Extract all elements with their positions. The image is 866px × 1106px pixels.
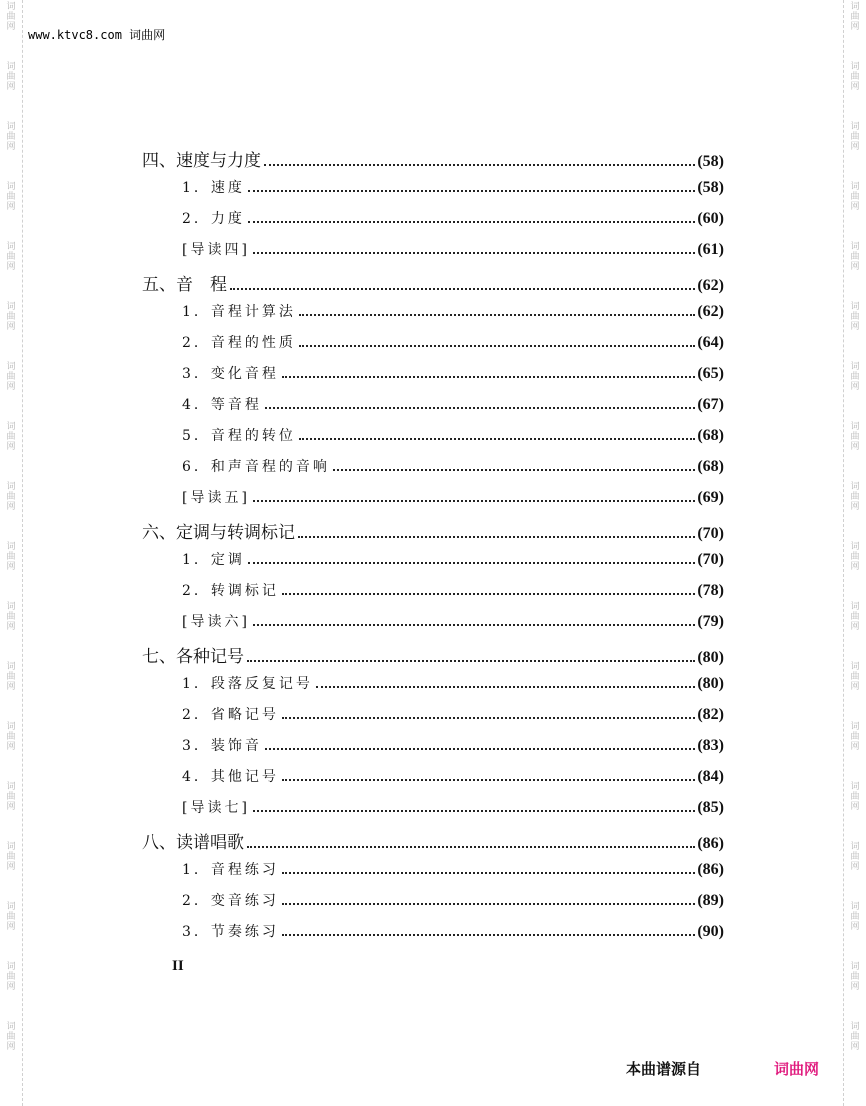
watermark-text: 词曲网 bbox=[6, 242, 16, 272]
toc-entry-label: [导读六] bbox=[182, 614, 250, 630]
watermark-text: 词曲网 bbox=[850, 782, 860, 812]
dot-leader bbox=[282, 717, 695, 719]
toc-page-number: (68) bbox=[697, 458, 724, 475]
toc-entry-label: [导读五] bbox=[182, 490, 250, 506]
dot-leader bbox=[253, 252, 695, 254]
toc-entry-label: 3．变化音程 bbox=[182, 366, 279, 382]
toc-page-number: (69) bbox=[697, 489, 724, 506]
watermark-text: 词曲网 bbox=[850, 902, 860, 932]
toc-page-number: (79) bbox=[697, 613, 724, 630]
toc-page-number: (70) bbox=[697, 551, 724, 568]
toc-entry-label: 6．和声音程的音响 bbox=[182, 459, 330, 475]
toc-item[interactable] bbox=[142, 363, 724, 394]
toc-page-number: (78) bbox=[697, 582, 724, 599]
watermark-text: 词曲网 bbox=[850, 182, 860, 212]
dot-leader bbox=[333, 469, 695, 471]
watermark-text: 词曲网 bbox=[6, 182, 16, 212]
dot-leader bbox=[253, 810, 695, 812]
toc-item[interactable] bbox=[142, 890, 724, 921]
toc-item[interactable] bbox=[142, 611, 724, 642]
watermark-text: 词曲网 bbox=[850, 722, 860, 752]
toc-entry-label: 1．音程练习 bbox=[182, 862, 279, 878]
dot-leader bbox=[264, 164, 695, 166]
toc-item[interactable] bbox=[142, 208, 724, 239]
toc-item[interactable] bbox=[142, 394, 724, 425]
toc-entry-label: [导读七] bbox=[182, 800, 250, 816]
toc-item[interactable] bbox=[142, 332, 724, 363]
watermark-text: 词曲网 bbox=[6, 782, 16, 812]
toc-entry-label: 4．等音程 bbox=[182, 397, 262, 413]
toc-page-number: (67) bbox=[697, 396, 724, 413]
dot-leader bbox=[247, 846, 695, 848]
toc-page-number: (58) bbox=[697, 153, 724, 170]
site-header[interactable]: www.ktvc8.com 词曲网 bbox=[28, 28, 166, 42]
watermark-text: 词曲网 bbox=[6, 362, 16, 392]
toc-page-number: (90) bbox=[697, 923, 724, 940]
watermark-text: 词曲网 bbox=[850, 482, 860, 512]
toc-item[interactable] bbox=[142, 487, 724, 518]
toc-page-number: (84) bbox=[697, 768, 724, 785]
toc-page-number: (80) bbox=[697, 649, 724, 666]
dot-leader bbox=[253, 500, 695, 502]
toc-item[interactable] bbox=[142, 797, 724, 828]
dot-leader bbox=[282, 376, 695, 378]
watermark-text: 词曲网 bbox=[850, 362, 860, 392]
dot-leader bbox=[265, 748, 695, 750]
watermark-text: 词曲网 bbox=[850, 602, 860, 632]
toc-item[interactable] bbox=[142, 177, 724, 208]
watermark-text: 词曲网 bbox=[6, 602, 16, 632]
toc-item[interactable] bbox=[142, 859, 724, 890]
toc-section[interactable] bbox=[142, 642, 724, 673]
toc-page-number: (68) bbox=[697, 427, 724, 444]
toc-page-number: (86) bbox=[697, 835, 724, 852]
dot-leader bbox=[247, 660, 695, 662]
toc-page-number: (82) bbox=[697, 706, 724, 723]
watermark-text: 词曲网 bbox=[6, 62, 16, 92]
watermark-text: 词曲网 bbox=[850, 122, 860, 152]
toc-entry-label: 2．音程的性质 bbox=[182, 335, 296, 351]
watermark-text: 词曲网 bbox=[6, 2, 16, 32]
toc-page-number: (80) bbox=[697, 675, 724, 692]
toc-section[interactable] bbox=[142, 270, 724, 301]
table-of-contents bbox=[142, 146, 724, 952]
dot-leader bbox=[230, 288, 695, 290]
watermark-text: 词曲网 bbox=[850, 542, 860, 572]
watermark-text: 词曲网 bbox=[6, 302, 16, 332]
toc-page-number: (60) bbox=[697, 210, 724, 227]
toc-item[interactable] bbox=[142, 456, 724, 487]
toc-page-number: (65) bbox=[697, 365, 724, 382]
toc-section[interactable] bbox=[142, 518, 724, 549]
toc-item[interactable] bbox=[142, 921, 724, 952]
toc-entry-label: 四、速度与力度 bbox=[142, 151, 261, 171]
toc-entry-label: 2．省略记号 bbox=[182, 707, 279, 723]
dot-leader bbox=[299, 345, 695, 347]
toc-page-number: (83) bbox=[697, 737, 724, 754]
watermark-text: 词曲网 bbox=[6, 662, 16, 692]
watermark-text: 词曲网 bbox=[850, 422, 860, 452]
toc-page-number: (85) bbox=[697, 799, 724, 816]
toc-page-number: (89) bbox=[697, 892, 724, 909]
toc-entry-label: 3．装饰音 bbox=[182, 738, 262, 754]
toc-section[interactable] bbox=[142, 146, 724, 177]
toc-item[interactable] bbox=[142, 239, 724, 270]
watermark-text: 词曲网 bbox=[6, 542, 16, 572]
dot-leader bbox=[282, 593, 695, 595]
watermark-text: 词曲网 bbox=[6, 842, 16, 872]
toc-page-number: (70) bbox=[697, 525, 724, 542]
watermark-text: 词曲网 bbox=[6, 1022, 16, 1052]
dot-leader bbox=[253, 624, 695, 626]
dot-leader bbox=[248, 221, 695, 223]
toc-item[interactable] bbox=[142, 673, 724, 704]
toc-item[interactable] bbox=[142, 766, 724, 797]
dot-leader bbox=[282, 872, 695, 874]
watermark-text: 词曲网 bbox=[850, 242, 860, 272]
watermark-text: 词曲网 bbox=[850, 302, 860, 332]
toc-entry-label: [导读四] bbox=[182, 242, 250, 258]
watermark-text: 词曲网 bbox=[850, 662, 860, 692]
dot-leader bbox=[248, 562, 695, 564]
toc-entry-label: 1．段落反复记号 bbox=[182, 676, 313, 692]
toc-entry-label: 3．节奏练习 bbox=[182, 924, 279, 940]
toc-entry-label: 4．其他记号 bbox=[182, 769, 279, 785]
toc-entry-label: 八、读谱唱歌 bbox=[142, 833, 244, 853]
watermark-text: 词曲网 bbox=[6, 482, 16, 512]
toc-entry-label: 1．速度 bbox=[182, 180, 245, 196]
toc-entry-label: 五、音 程 bbox=[142, 275, 227, 295]
dot-leader bbox=[316, 686, 695, 688]
footer-source-label: 本曲谱源自 bbox=[626, 1060, 702, 1078]
left-watermark-rail bbox=[0, 0, 23, 1106]
watermark-text: 词曲网 bbox=[850, 842, 860, 872]
toc-entry-label: 六、定调与转调标记 bbox=[142, 523, 295, 543]
dot-leader bbox=[298, 536, 695, 538]
toc-item[interactable] bbox=[142, 549, 724, 580]
toc-item[interactable] bbox=[142, 704, 724, 735]
dot-leader bbox=[299, 438, 695, 440]
dot-leader bbox=[299, 314, 695, 316]
toc-entry-label: 5．音程的转位 bbox=[182, 428, 296, 444]
dot-leader bbox=[282, 934, 695, 936]
toc-entry-label: 七、各种记号 bbox=[142, 647, 244, 667]
watermark-text: 词曲网 bbox=[850, 1022, 860, 1052]
watermark-text: 词曲网 bbox=[6, 422, 16, 452]
toc-item[interactable] bbox=[142, 425, 724, 456]
toc-page-number: (62) bbox=[697, 277, 724, 294]
toc-entry-label: 2．变音练习 bbox=[182, 893, 279, 909]
toc-page-number: (64) bbox=[697, 334, 724, 351]
dot-leader bbox=[265, 407, 695, 409]
toc-page-number: (61) bbox=[697, 241, 724, 258]
watermark-text: 词曲网 bbox=[6, 962, 16, 992]
toc-section[interactable] bbox=[142, 828, 724, 859]
watermark-text: 词曲网 bbox=[850, 2, 860, 32]
toc-item[interactable] bbox=[142, 735, 724, 766]
toc-entry-label: 2．转调标记 bbox=[182, 583, 279, 599]
toc-entry-label: 1．定调 bbox=[182, 552, 245, 568]
watermark-text: 词曲网 bbox=[6, 122, 16, 152]
toc-item[interactable] bbox=[142, 580, 724, 611]
page-number: II bbox=[172, 958, 184, 974]
watermark-text: 词曲网 bbox=[850, 62, 860, 92]
toc-entry-label: 1．音程计算法 bbox=[182, 304, 296, 320]
dot-leader bbox=[248, 190, 695, 192]
toc-page-number: (58) bbox=[697, 179, 724, 196]
watermark-text: 词曲网 bbox=[6, 902, 16, 932]
dot-leader bbox=[282, 779, 695, 781]
toc-entry-label: 2．力度 bbox=[182, 211, 245, 227]
watermark-text: 词曲网 bbox=[6, 722, 16, 752]
right-watermark-rail bbox=[843, 0, 866, 1106]
toc-page-number: (86) bbox=[697, 861, 724, 878]
toc-item[interactable] bbox=[142, 301, 724, 332]
dot-leader bbox=[282, 903, 695, 905]
footer-brand-link[interactable]: 词曲网 bbox=[774, 1060, 820, 1078]
watermark-text: 词曲网 bbox=[850, 962, 860, 992]
toc-page-number: (62) bbox=[697, 303, 724, 320]
